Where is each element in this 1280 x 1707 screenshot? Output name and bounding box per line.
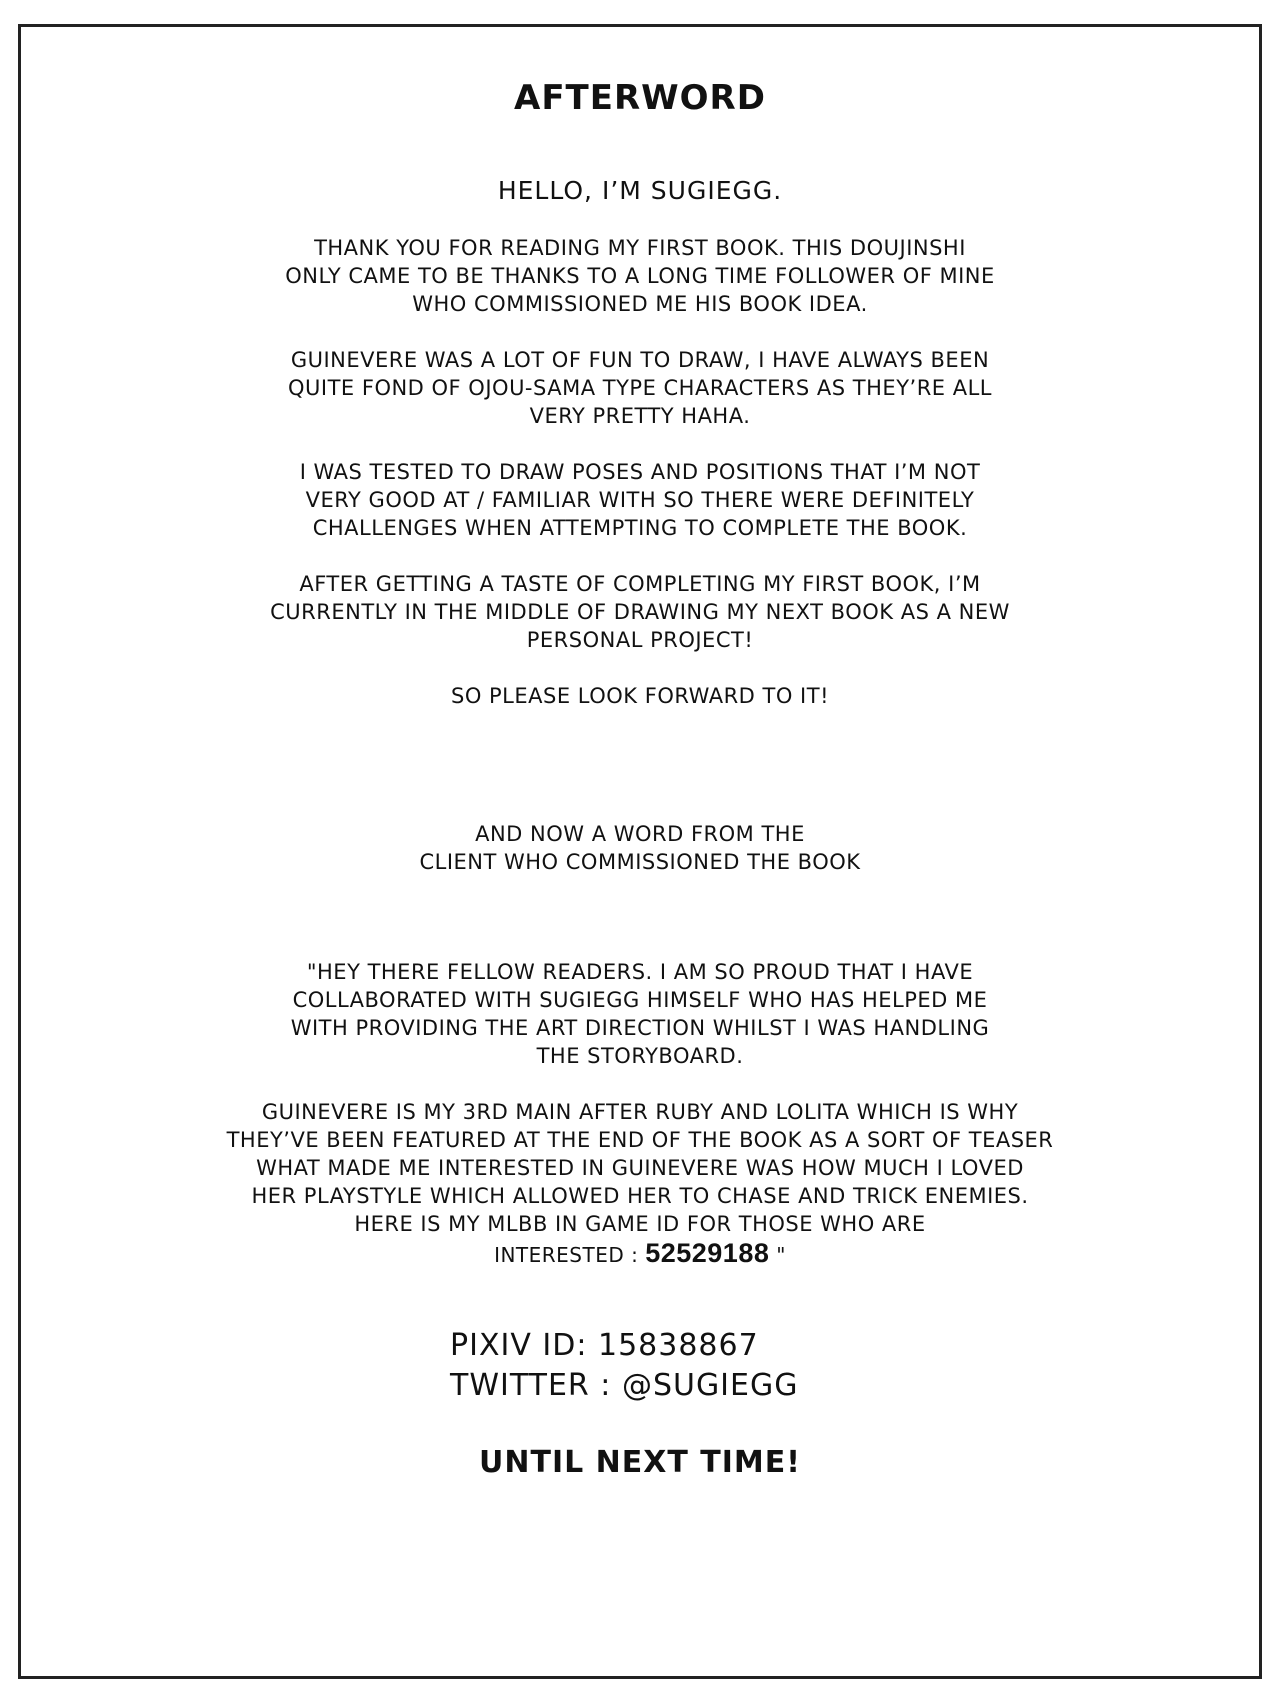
sign-off: UNTIL NEXT TIME! [479, 1445, 801, 1480]
paragraph-1-line: WHO COMMISSIONED ME HIS BOOK IDEA. [412, 292, 868, 316]
client-quote-line: GUINEVERE IS MY 3RD MAIN AFTER RUBY AND LOLITA WHICH IS WHY [261, 1100, 1019, 1124]
pixiv-id: PIXIV ID: 15838867 [450, 1328, 759, 1363]
paragraph-3-line: I WAS TESTED TO DRAW POSES AND POSITIONS THAT I’M NOT [299, 460, 981, 484]
paragraph-1-line: THANK YOU FOR READING MY FIRST BOOK. THIS DOUJINSHI [314, 236, 966, 260]
paragraph-4-line: CURRENTLY IN THE MIDDLE OF DRAWING MY NEXT BOOK AS A NEW [270, 600, 1010, 624]
closing-quote-mark: " [776, 1243, 786, 1267]
paragraph-2-line: VERY PRETTY HAHA. [529, 404, 751, 428]
paragraph-1-line: ONLY CAME TO BE THANKS TO A LONG TIME FOLLOWER OF MINE [285, 264, 995, 288]
client-quote-line: WHAT MADE ME INTERESTED IN GUINEVERE WAS HOW MUCH I LOVED [256, 1156, 1024, 1180]
client-quote-line: "HEY THERE FELLOW READERS. I AM SO PROUD THAT I HAVE [306, 960, 974, 984]
paragraph-2-line: QUITE FOND OF OJOU-SAMA TYPE CHARACTERS AS THEY’RE ALL [288, 376, 992, 400]
twitter-handle: TWITTER : @SUGIEGG [450, 1368, 799, 1403]
page-title: AFTERWORD [514, 78, 766, 118]
client-quote-line: HER PLAYSTYLE WHICH ALLOWED HER TO CHASE AND TRICK ENEMIES. [251, 1184, 1029, 1208]
paragraph-5-line: SO PLEASE LOOK FORWARD TO IT! [450, 684, 829, 708]
paragraph-2-line: GUINEVERE WAS A LOT OF FUN TO DRAW, I HAVE ALWAYS BEEN [290, 348, 990, 372]
client-quote-line: WITH PROVIDING THE ART DIRECTION WHILST I WAS HANDLING [290, 1016, 990, 1040]
client-quote-line: COLLABORATED WITH SUGIEGG HIMSELF WHO HAS HELPED ME [292, 988, 988, 1012]
interested-label: INTERESTED : [494, 1243, 639, 1267]
paragraph-3-line: VERY GOOD AT / FAMILIAR WITH SO THERE WERE DEFINITELY [305, 488, 975, 512]
client-intro-line: AND NOW A WORD FROM THE [475, 822, 805, 846]
paragraph-3-line: CHALLENGES WHEN ATTEMPTING TO COMPLETE THE BOOK. [312, 516, 968, 540]
greeting: HELLO, I’M SUGIEGG. [497, 176, 783, 205]
paragraph-4-line: AFTER GETTING A TASTE OF COMPLETING MY FIRST BOOK, I’M [299, 572, 981, 596]
client-quote-line: THE STORYBOARD. [536, 1044, 744, 1068]
client-intro-line: CLIENT WHO COMMISSIONED THE BOOK [419, 850, 861, 874]
client-quote-line: HERE IS MY MLBB IN GAME ID FOR THOSE WHO ARE [354, 1212, 926, 1236]
paragraph-4-line: PERSONAL PROJECT! [526, 628, 754, 652]
game-id: 52529188 [645, 1238, 770, 1268]
game-id-line [18, 1238, 1262, 1269]
client-quote-line: THEY’VE BEEN FEATURED AT THE END OF THE BOOK AS A SORT OF TEASER [226, 1128, 1054, 1152]
